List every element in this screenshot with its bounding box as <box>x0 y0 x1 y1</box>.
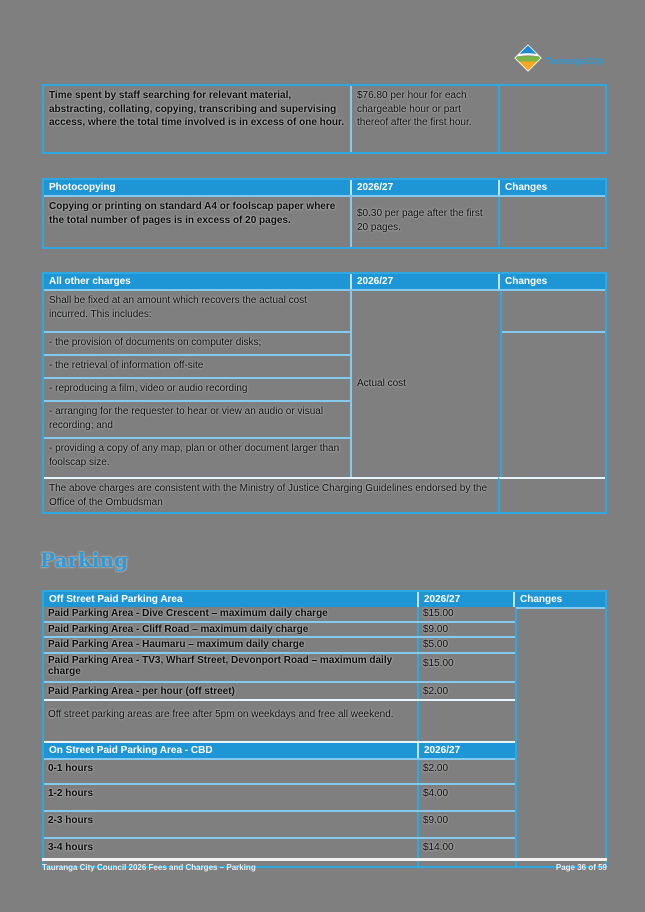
parking-rows <box>44 607 515 866</box>
parking-fees-table <box>42 590 607 868</box>
fee-description: Time spent by staff searching for relevant material, abstracting, collating, copying, transcribing and supervising access, where the total time involved is in excess of one hour. <box>49 90 345 128</box>
table-row <box>44 681 515 699</box>
merged-value-cell <box>350 291 500 477</box>
fees-table-continuation <box>42 84 607 154</box>
table-note-row <box>44 477 605 512</box>
fee-description: 3-4 hours <box>48 841 94 853</box>
subheader-year: 2026/27 <box>417 743 515 758</box>
fee-description: 0-1 hours <box>48 762 94 774</box>
subheader-title: On Street Paid Parking Area - CBD <box>49 744 213 756</box>
fee-description: 1-2 hours <box>48 787 94 799</box>
charge-items-column <box>44 291 350 477</box>
column-header-year: 2026/27 <box>417 592 513 607</box>
fee-value: $15.00 <box>417 654 515 681</box>
table-note-row <box>44 699 515 741</box>
fee-value: $9.00 <box>417 623 515 637</box>
charge-item: - the provision of documents on computer disks; <box>44 331 350 354</box>
changes-cell <box>498 477 605 512</box>
all-other-charges-table <box>42 272 607 514</box>
tauranga-diamond-icon <box>514 44 542 77</box>
page-footer <box>42 863 607 872</box>
table-row <box>44 758 515 783</box>
section-heading-parking: Parking <box>40 548 128 572</box>
column-header-title: Photocopying <box>49 182 116 193</box>
table-header-row <box>44 274 605 289</box>
column-header-title: All other charges <box>49 276 131 287</box>
fee-value: $4.00 <box>417 785 515 810</box>
footer-divider <box>42 858 607 861</box>
table-row <box>44 783 515 810</box>
table-row <box>44 837 515 866</box>
free-parking-note: Off street parking areas are free after 5pm on weekdays and free all weekend. <box>48 708 394 720</box>
fee-description: Paid Parking Area - Haumaru – maximum daily charge <box>48 639 305 650</box>
charge-item: Shall be fixed at an amount which recovers the actual cost incurred. This includes: <box>49 295 307 320</box>
footer-document-title: Tauranga City Council 2026 Fees and Charges – Parking <box>42 863 256 872</box>
fee-value: $15.00 <box>417 607 515 621</box>
table-row <box>44 607 515 621</box>
fee-description: Copying or printing on standard A4 or foolscap paper where the total number of pages is in excess of 20 pages. <box>49 201 336 226</box>
charge-item: - the retrieval of information off-site <box>44 354 350 377</box>
table-body <box>44 289 605 477</box>
table-header-row <box>44 592 605 607</box>
table-body <box>44 607 605 866</box>
column-header-changes: Changes <box>498 180 605 195</box>
table-row <box>44 652 515 681</box>
table-row <box>44 86 605 152</box>
fee-value: $9.00 <box>417 812 515 837</box>
column-header-changes: Changes <box>513 592 605 607</box>
changes-cell <box>502 291 605 333</box>
footer-page-number: Page 36 of 59 <box>555 863 607 872</box>
fee-value: $14.00 <box>417 839 515 866</box>
table-row <box>44 621 515 637</box>
fee-value: Actual cost <box>357 378 406 390</box>
table-row <box>44 195 605 247</box>
fee-description: Paid Parking Area - per hour (off street) <box>48 685 235 697</box>
changes-column <box>500 291 605 477</box>
fee-value: $5.00 <box>417 638 515 652</box>
changes-column <box>515 607 605 866</box>
fee-description: Paid Parking Area - TV3, Wharf Street, Devonport Road – maximum daily charge <box>48 654 393 677</box>
empty-value-cell <box>417 701 515 741</box>
column-header-year: 2026/27 <box>350 180 498 195</box>
fee-changes-cell <box>498 197 605 247</box>
tauranga-city-logo <box>514 44 605 77</box>
fee-changes-cell <box>498 86 605 152</box>
charge-item: - providing a copy of any map, plan or other document larger than foolscap size. <box>44 437 350 477</box>
column-header-title: Off Street Paid Parking Area <box>49 594 183 605</box>
charge-item: - arranging for the requester to hear or view an audio or visual recording; and <box>44 400 350 437</box>
fee-value: $2.00 <box>417 683 515 699</box>
fee-value: $76.80 per hour for each chargeable hour or part thereof after the first hour. <box>350 86 498 152</box>
table-row <box>44 636 515 652</box>
table-header-row <box>44 180 605 195</box>
charge-item: - reproducing a film, video or audio recording <box>44 377 350 400</box>
photocopying-table <box>42 178 607 249</box>
logo-wordmark: TaurangaCity <box>545 55 605 66</box>
table-row <box>44 810 515 837</box>
fee-description: Paid Parking Area - Cliff Road – maximum daily charge <box>48 623 309 635</box>
column-header-year: 2026/27 <box>350 274 498 289</box>
guidelines-note: The above charges are consistent with the Ministry of Justice Charging Guidelines endorsed by the Office of the Ombudsman <box>44 477 498 512</box>
fee-value: $0.30 per page after the first 20 pages. <box>350 197 498 247</box>
fee-description: 2-3 hours <box>48 814 94 826</box>
table-subheader-row <box>44 741 515 758</box>
fee-description: Paid Parking Area - Dive Crescent – maximum daily charge <box>48 608 328 619</box>
fee-value: $2.00 <box>417 760 515 783</box>
column-header-changes: Changes <box>498 274 605 289</box>
